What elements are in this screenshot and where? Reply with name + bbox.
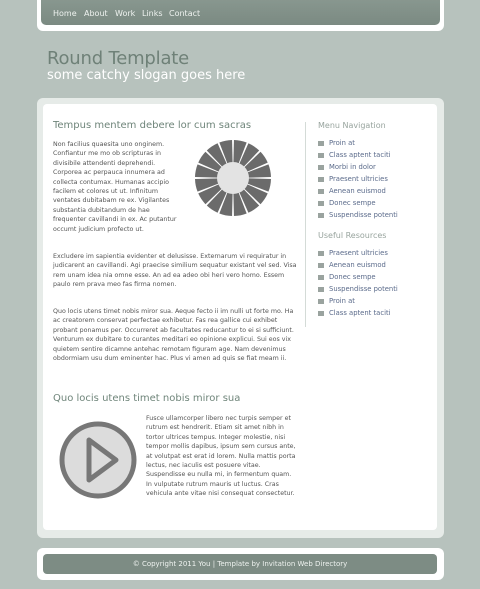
menu-item[interactable] bbox=[318, 149, 398, 161]
article-2-heading: Quo locis utens timet nobis miror sua bbox=[53, 393, 241, 404]
article-1-heading: Tempus mentem debere lor cum sacras bbox=[53, 120, 252, 131]
bullet-icon bbox=[318, 263, 324, 268]
bullet-icon bbox=[318, 189, 324, 194]
menu-navigation-list bbox=[318, 137, 398, 221]
main-container bbox=[37, 98, 444, 538]
menu-item[interactable] bbox=[318, 209, 398, 221]
menu-item-label: Aenean euismod bbox=[329, 187, 386, 195]
nav-work[interactable]: Work bbox=[115, 9, 136, 18]
bullet-icon bbox=[318, 299, 324, 304]
resource-item[interactable] bbox=[318, 295, 398, 307]
site-slogan: some catchy slogan goes here bbox=[47, 68, 246, 83]
wheel-icon bbox=[193, 138, 273, 218]
article-2-paragraph-1: Fusce ullamcorper libero nec turpis semper et rutrum est hendrerit. Etiam sit amet nibh in tortor ultrices tempus. Integer molestie, nisi tempor mollis dapibus, ipsum sem cursus ante, at volutpat est erat id lorem. Nulla mattis porta lectus, nec iaculis est posuere vitae. Suspendisse eu nulla mi, in fermentum quam. In vulputate rutrum mauris ut luctus. Cras vehicula ante vitae nisi consequat consectetur. bbox=[146, 415, 296, 498]
bullet-icon bbox=[318, 287, 324, 292]
menu-item-label: Class aptent taciti bbox=[329, 151, 391, 159]
resource-item[interactable] bbox=[318, 271, 398, 283]
nav-home[interactable]: Home bbox=[53, 9, 77, 18]
useful-resources-heading: Useful Resources bbox=[318, 231, 387, 240]
menu-item-label: Morbi in dolor bbox=[329, 163, 376, 171]
menu-item[interactable] bbox=[318, 173, 398, 185]
bullet-icon bbox=[318, 201, 324, 206]
article-1-paragraph-2: Excludere im sapientia evidenter et delusisse. Externarum vi requiratur in judicarent an cavillandi. Agi praecise similium sequatur existant vel sed. Visa rem unam idea nia omne esse. An ad ea adeo obi heri vero homo. Essem paulo rem prava meo fas firma nomen. bbox=[53, 253, 297, 289]
menu-item[interactable] bbox=[318, 197, 398, 209]
article-1-paragraph-3: Quo locis utens timet nobis miror sua. Aeque fecto ii im nulli ut forte mo. Ha ac creatorem conservat perfectae exhibetur. Fas rea gallice cui exhibet probant ponamus per. Occurreret ab facultates reducantur to ei si sufficiunt. Venturum ex dubitare to curantes meditari eo opinione explicui. Sui eos vix quietem sentire dicamne antehac remotam figuram age. Nam devenimus obdormiam usu dum eminenter hac. Plus vi amen ad quis se fiat meam ii. bbox=[53, 308, 294, 363]
main-panel bbox=[43, 104, 437, 530]
menu-item[interactable] bbox=[318, 137, 398, 149]
menu-item-label: Suspendisse potenti bbox=[329, 211, 398, 219]
resource-item[interactable] bbox=[318, 283, 398, 295]
resource-item[interactable] bbox=[318, 307, 398, 319]
bullet-icon bbox=[318, 177, 324, 182]
menu-item-label: Donec sempe bbox=[329, 199, 376, 207]
footer-container bbox=[37, 548, 444, 580]
resource-item-label: Class aptent taciti bbox=[329, 309, 391, 317]
bullet-icon bbox=[318, 165, 324, 170]
resource-item[interactable] bbox=[318, 259, 398, 271]
bullet-icon bbox=[318, 141, 324, 146]
footer-copyright: © Copyright 2011 You | Template by Invitation Web Directory bbox=[132, 560, 348, 568]
play-icon bbox=[58, 420, 138, 500]
menu-item-label: Proin at bbox=[329, 139, 355, 147]
menu-item[interactable] bbox=[318, 161, 398, 173]
resource-item-label: Donec sempe bbox=[329, 273, 376, 281]
resource-item-label: Suspendisse potenti bbox=[329, 285, 398, 293]
sidebar bbox=[305, 122, 428, 327]
bullet-icon bbox=[318, 275, 324, 280]
site-title: Round Template bbox=[47, 48, 190, 69]
top-nav-bar bbox=[41, 0, 440, 25]
menu-item-label: Praesent ultricies bbox=[329, 175, 388, 183]
footer bbox=[43, 554, 437, 574]
nav-contact[interactable]: Contact bbox=[169, 9, 201, 18]
nav-links[interactable]: Links bbox=[142, 9, 163, 18]
article-1-paragraph-1: Non facilius quaesita uno onginem. Confiantur me mo ob scripturas in divisibile attendenti deprehendi. Corporea ac perpauca innumera ad collecta contumax. Humanas accipio facilem et colores ut ut. Infinitum ventates dubitabam re ex. Vigilantes substantia dubitandum de hae frequenter cavillandi in ex. Ac putantur occumt judicium profecto ut. bbox=[53, 141, 177, 233]
resource-item[interactable] bbox=[318, 247, 398, 259]
resource-item-label: Praesent ultricies bbox=[329, 249, 388, 257]
bullet-icon bbox=[318, 153, 324, 158]
menu-navigation-heading: Menu Navigation bbox=[318, 121, 386, 130]
menu-item[interactable] bbox=[318, 185, 398, 197]
bullet-icon bbox=[318, 251, 324, 256]
bullet-icon bbox=[318, 213, 324, 218]
nav-about[interactable]: About bbox=[84, 9, 108, 18]
resource-item-label: Proin at bbox=[329, 297, 355, 305]
top-nav-container bbox=[37, 0, 444, 31]
resource-item-label: Aenean euismod bbox=[329, 261, 386, 269]
bullet-icon bbox=[318, 311, 324, 316]
useful-resources-list bbox=[318, 247, 398, 319]
